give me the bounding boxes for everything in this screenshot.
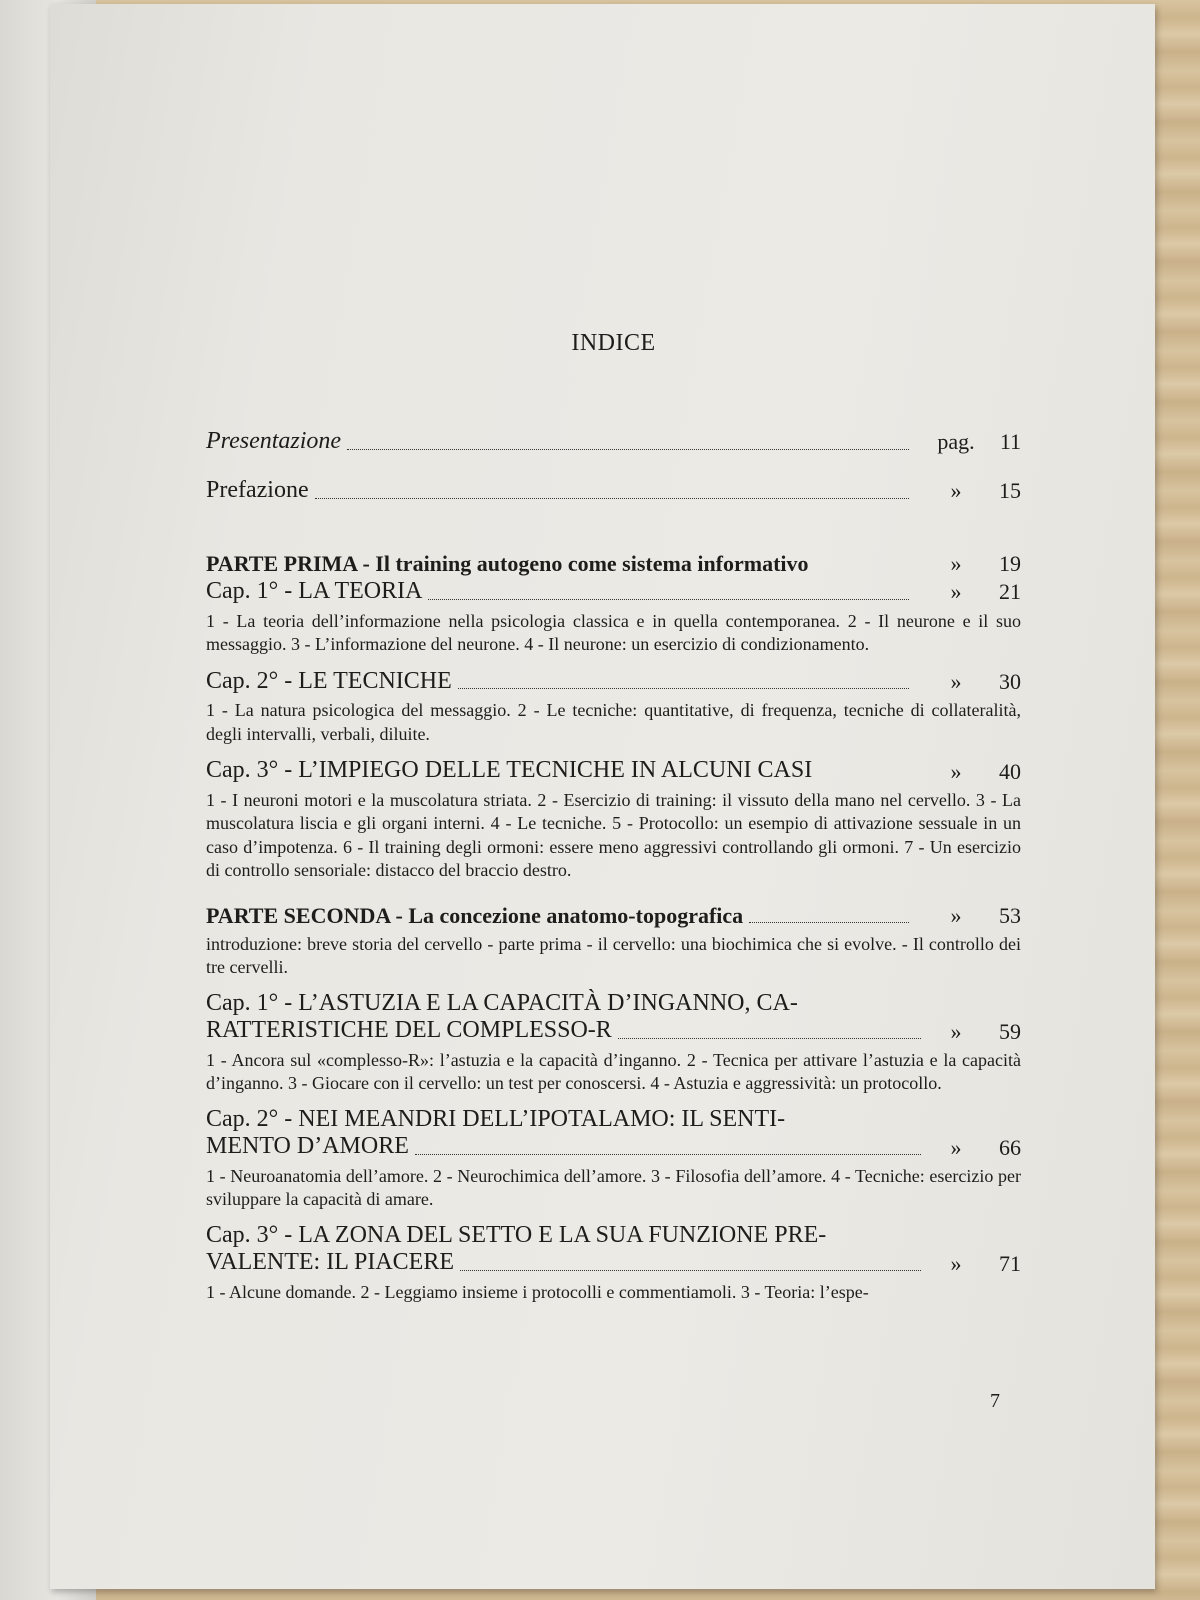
page-marker: »	[950, 902, 962, 928]
chapter-title: Cap. 3° - L’IMPIEGO DELLE TECNICHE IN ALCUNI CASI	[206, 757, 813, 784]
dot-leader	[315, 498, 909, 499]
toc-chapter-1-3[interactable]	[206, 756, 1021, 785]
page-marker: »	[950, 1250, 962, 1276]
chapter-description: 1 - I neuroni motori e la muscolatura striata. 2 - Esercizio di training: il vissuto della mano nel cervello. 3 - La muscolatura liscia e gli organi interni. 4 - Le tecniche. 5 - Protocollo: un esempio di attivazione sessuale in un caso d’impotenza. 6 - Il training degli ormoni: essere meno aggressivi controllando gli ormoni. 7 - Un esercizio di controllo sensoriale: distacco del braccio destro.	[206, 789, 1021, 881]
part-introduction: introduzione: breve storia del cervello - parte prima - il cervello: una biochimica che si evolve. - Il controllo dei tre cervelli.	[206, 933, 1021, 978]
dot-leader	[415, 1154, 921, 1155]
dot-leader	[749, 922, 909, 923]
page-number: 40	[999, 758, 1021, 784]
toc-chapter-1-2[interactable]	[206, 667, 1021, 696]
dot-leader	[458, 688, 909, 689]
page-number: 15	[999, 478, 1021, 504]
toc-entry-presentazione[interactable]	[206, 427, 1021, 456]
chapter-title-line2: VALENTE: IL PIACERE	[206, 1249, 454, 1276]
chapter-title-line2: MENTO D’AMORE	[206, 1133, 409, 1160]
chapter-description: 1 - Neuroanatomia dell’amore. 2 - Neurochimica dell’amore. 3 - Filosofia dell’amore. 4 - Tecniche: esercizio per sviluppare la capacità di amare.	[206, 1165, 1021, 1210]
chapter-title: Cap. 1° - LA TEORIA	[206, 577, 423, 604]
table-of-contents	[206, 330, 1021, 1304]
page-marker: »	[950, 1018, 962, 1044]
toc-entry-prefazione[interactable]	[206, 476, 1021, 505]
page-number: 66	[999, 1134, 1021, 1160]
chapter-title-line1: Cap. 3° - LA ZONA DEL SETTO E LA SUA FUNZIONE PRE-	[206, 1221, 827, 1248]
page-number: 71	[999, 1250, 1021, 1276]
chapter-description: 1 - La teoria dell’informazione nella psicologia classica e in quella contemporanea. 2 - Il neurone e il suo messaggio. 3 - L’informazione del neurone. 4 - Il neurone: un esercizio di condizionamento.	[206, 610, 1021, 655]
chapter-description: 1 - Alcune domande. 2 - Leggiamo insieme i protocolli e commentiamoli. 3 - Teoria: l’espe-	[206, 1281, 869, 1302]
toc-part-one-heading[interactable]	[206, 551, 1021, 577]
page-marker: pag.	[937, 429, 975, 455]
chapter-description: 1 - La natura psicologica del messaggio. 2 - Le tecniche: quantitative, di frequenza, tecniche di collateralità, degli intervalli, verbali, diluite.	[206, 700, 1021, 744]
toc-part-two-heading[interactable]	[206, 903, 1021, 929]
page-marker: »	[950, 478, 962, 504]
page-marker: »	[950, 758, 962, 784]
chapter-title-line2: RATTERISTICHE DEL COMPLESSO-R	[206, 1017, 612, 1044]
toc-chapter-2-2[interactable]	[206, 1106, 1021, 1161]
dot-leader	[460, 1270, 921, 1271]
toc-entry-label: Prefazione	[206, 476, 309, 503]
index-title: INDICE	[571, 330, 656, 356]
dot-leader	[428, 599, 909, 600]
chapter-description: 1 - Ancora sul «complesso-R»: l’astuzia e la capacità d’inganno. 2 - Tecnica per attivare l’astuzia e la capacità d’inganno. 3 - Giocare con il cervello: un test per conoscersi. 4 - Astuzia e aggressività: un protocollo.	[206, 1049, 1021, 1094]
chapter-title-line1: Cap. 1° - L’ASTUZIA E LA CAPACITÀ D’INGANNO, CA-	[206, 989, 798, 1016]
toc-chapter-2-3[interactable]	[206, 1222, 1021, 1277]
toc-entry-label: Presentazione	[206, 428, 342, 454]
page-marker: »	[950, 550, 962, 576]
part-heading: PARTE PRIMA - Il training autogeno come sistema informativo	[206, 550, 809, 576]
page-folio-number: 7	[990, 1390, 1000, 1412]
page-number: 53	[999, 902, 1021, 928]
page-number: 11	[999, 429, 1021, 455]
chapter-title-line1: Cap. 2° - NEI MEANDRI DELL’IPOTALAMO: IL SENTI-	[206, 1105, 786, 1132]
toc-chapter-2-1[interactable]	[206, 990, 1021, 1045]
page-marker: »	[950, 1134, 962, 1160]
toc-chapter-1-1[interactable]	[206, 577, 1021, 606]
dot-leader	[618, 1038, 921, 1039]
page-number: 21	[999, 579, 1021, 605]
part-heading: PARTE SECONDA - La concezione anatomo-topografica	[206, 902, 744, 928]
dot-leader	[347, 449, 909, 450]
page-number: 19	[999, 550, 1021, 576]
page-marker: »	[950, 668, 962, 694]
page-number: 30	[999, 668, 1021, 694]
page-marker: »	[950, 579, 962, 605]
chapter-title: Cap. 2° - LE TECNICHE	[206, 667, 452, 694]
page-number: 59	[999, 1018, 1021, 1044]
